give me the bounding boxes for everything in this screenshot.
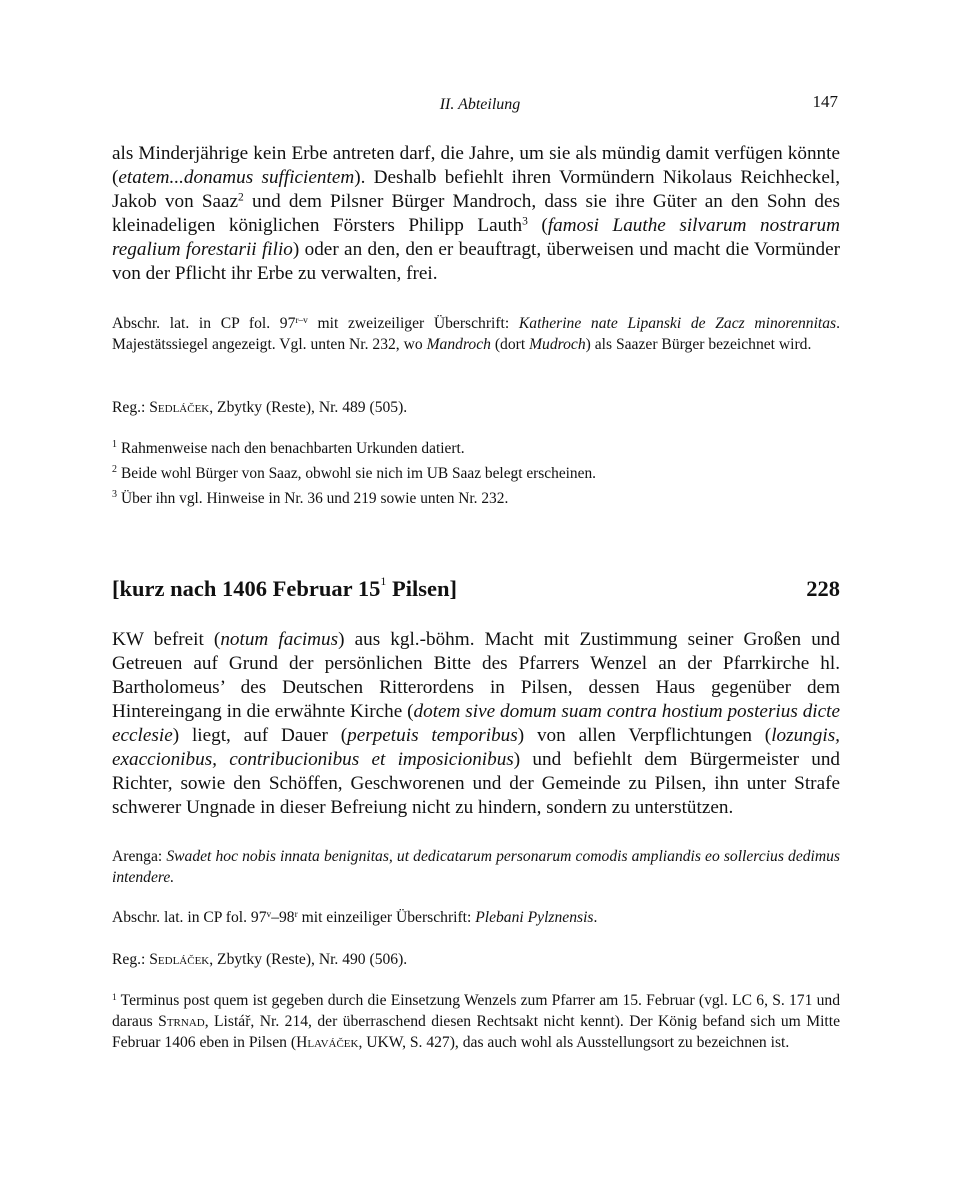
footnote-marker: 1 [380, 574, 387, 588]
footnote-text: Rahmenweise nach den benachbarten Urkunden datiert. [121, 440, 465, 457]
text-run: mit einzeiliger Überschrift: [297, 909, 476, 926]
text-run: ) von allen Verpflichtungen ( [517, 725, 772, 746]
doc227-summary-paragraph [112, 142, 840, 286]
doc228-heading [112, 576, 840, 608]
folio-superscript: r [294, 909, 298, 920]
latin-quote: lozungis, exaccionibus, contribucionibus et imposicionibus [112, 725, 840, 770]
folio-superscript: r–v [295, 315, 308, 326]
footnote [112, 484, 840, 509]
doc228-number: 228 [806, 576, 840, 601]
text-run: ( [527, 215, 548, 236]
text-run: KW befreit ( [112, 629, 221, 650]
text-run: ) und befiehlt dem Bürgermeister und Richter, sowie den Schöffen, Geschworenen und der Gemeinde zu Pilsen, ihn unter Strafe schwerer Ungnade in dieser Befreiung nicht zu hindern, sondern zu unterstützen. [112, 749, 841, 818]
text-run: Abschr. lat. in CP fol. 97 [112, 909, 267, 926]
text-run: ). Deshalb befiehlt ihren Vormündern Nikolaus Reichheckel, Jakob von Saaz [112, 167, 840, 212]
text-run: und dem Pilsner Bürger Mandroch, dass sie ihre Güter an den Sohn des kleinadeligen königlichen Försters Philipp Lauth [112, 191, 840, 236]
footnote-marker: 2 [238, 191, 244, 204]
footnote [112, 434, 840, 459]
author-smallcaps: Sedláček [149, 951, 210, 968]
latin-quote: Swadet hoc nobis innata benignitas, ut dedicatarum personarum comodis ampliandis eo sollercius dedimus intendere. [112, 848, 840, 886]
doc228-manuscript-note [112, 907, 840, 928]
footnote-text: , UKW, S. 427), das auch wohl als Ausstellungsort zu bezeichnen ist. [358, 1034, 790, 1051]
text-run: Reg.: [112, 399, 150, 416]
latin-quote: famosi Lauthe silvarum nostrarum regalium forestarii filio [112, 215, 841, 260]
name-italic: Mudroch [529, 336, 586, 353]
footnote-number: 1 [112, 992, 117, 1003]
doc228-date-place [112, 576, 457, 602]
author-smallcaps: Sedláček [149, 399, 210, 416]
page-number: 147 [812, 92, 838, 111]
footnote-marker: 3 [522, 215, 528, 228]
latin-quote: Katherine nate Lipanski de Zacz minorennitas [518, 315, 837, 332]
footnote-text: Beide wohl Bürger von Saaz, obwohl sie nich im UB Saaz belegt erscheinen. [121, 465, 596, 482]
doc228-regest-reference [112, 949, 840, 970]
running-head [0, 92, 960, 120]
doc228-footnote [112, 990, 840, 1053]
text-run: Pilsen] [386, 576, 457, 601]
footnote-text: , Listář, Nr. 214, der überraschend diesen Rechtsakt nicht kennt). Der König befand sich um Mitte Februar 1406 eben in Pilsen ( [112, 1013, 840, 1051]
doc227-regest-reference [112, 397, 840, 418]
text-run: . Majestätssiegel angezeigt. Vgl. unten Nr. 232, wo [112, 315, 840, 353]
text-run: ) liegt, auf Dauer ( [172, 725, 348, 746]
text-run: mit zweizeiliger Überschrift: [307, 315, 519, 332]
name-italic: Mandroch [426, 336, 491, 353]
text-run: [kurz nach 1406 Februar 15 [112, 576, 381, 601]
folio-superscript: v [266, 909, 272, 920]
latin-quote: dotem sive domum suam contra hostium posterius dicte ecclesie [112, 701, 840, 746]
latin-quote: etatem...donamus sufficientem [118, 167, 355, 188]
author-smallcaps: Hlaváček [296, 1034, 359, 1051]
text-run: ) aus kgl.-böhm. Macht mit Zustimmung seiner Großen und Getreuen auf Grund der persönlichen Bitte des Pfarrers Wenzel an der Pfarrkirche hl. Bartholomeus’ des Deutschen Ritterordens in Pilsen, dessen Haus gegenüber dem Hintereingang in die erwähnte Kirche ( [112, 629, 840, 722]
text-run: Abschr. lat. in CP fol. 97 [112, 315, 296, 332]
footnote-number: 3 [112, 489, 117, 500]
doc228-summary-paragraph [112, 628, 840, 820]
doc227-footnotes [112, 434, 840, 509]
text-run: . [593, 909, 598, 926]
text-run: ) oder an den, den er beauftragt, überweisen und macht die Vormünder von der Pflicht ihr Erbe zu verwalten, frei. [112, 239, 840, 284]
section-title: II. Abteilung [439, 96, 521, 113]
text-run: –98 [271, 909, 295, 926]
text-run: Reg.: [112, 951, 150, 968]
doc228-arenga [112, 846, 840, 888]
text-run: als Minderjährige kein Erbe antreten darf, die Jahre, um sie als mündig damit verfügen könnte ( [112, 143, 840, 188]
latin-quote: perpetuis temporibus [347, 725, 518, 746]
text-run: ) als Saazer Bürger bezeichnet wird. [585, 336, 812, 353]
footnote-number: 2 [112, 464, 117, 475]
author-smallcaps: Strnad [158, 1013, 205, 1030]
latin-quote: Plebani Pylznensis [475, 909, 594, 926]
footnote-text: Über ihn vgl. Hinweise in Nr. 36 und 219 sowie unten Nr. 232. [121, 490, 509, 507]
text-run: , Zbytky (Reste), Nr. 490 (506). [209, 951, 408, 968]
text-run: (dort [490, 336, 530, 353]
latin-quote: notum facimus [220, 629, 339, 650]
arenga-label: Arenga: [112, 848, 167, 865]
footnote-number: 1 [112, 439, 117, 450]
doc227-manuscript-note [112, 313, 840, 355]
footnote [112, 459, 840, 484]
text-run: , Zbytky (Reste), Nr. 489 (505). [209, 399, 408, 416]
footnote-text: Terminus post quem ist gegeben durch die Einsetzung Wenzels zum Pfarrer am 15. Februar (vgl. LC 6, S. 171 und daraus [112, 992, 840, 1030]
